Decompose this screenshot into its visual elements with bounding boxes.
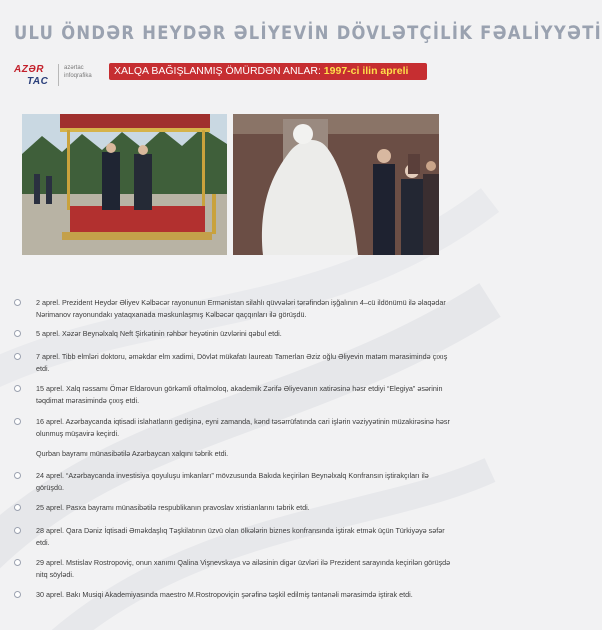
bullet-icon	[14, 330, 21, 337]
logo-name-top: AZƏR	[14, 64, 45, 75]
bullet-icon	[14, 385, 21, 392]
event-text: 15 aprel. Xalq rəssamı Ömər Eldarovun görkəmli oftalmoloq, akademik Zərifə Əliyevanın xatirəsinə həsr etdiyi “Elegiya” əsərinin təqdimat mərasimində çıxış etdi.	[36, 384, 443, 405]
bullet-icon	[14, 418, 21, 425]
event-text: 29 aprel. Mstislav Rostropoviç, onun xanımı Qalina Vişnevskaya və ailəsinin digər üzvləri ilə Prezident sarayında keçirilən görüşdə nitq söylədi.	[36, 558, 451, 579]
azertac-logo	[14, 62, 62, 92]
bullet-icon	[14, 472, 21, 479]
event-text: 7 aprel. Tibb elmləri doktoru, əməkdar elm xadimi, Dövlət mükafatı laureatı Tamerlan Əziz oğlu Əliyevin matəm mərasimində çıxış etdi.	[36, 352, 448, 373]
event-text: 2 aprel. Prezident Heydər Əliyev Kəlbəcər rayonunun Ermənistan silahlı qüvvələri tərəfindən işğalının 4–cü ildönümü ilə əlaqədar Nərimanov rayonundakı yataqxanada məskunlaşmış Kəlbəcər qaçqınları ilə görüşdü.	[36, 298, 446, 319]
event-text: 16 aprel. Azərbaycanda iqtisadi islahatların gedişinə, eyni zamanda, kənd təsərrüfatında cari işlərin vəziyyətinin müzakirəsinə həsr olunmuş müşavirə keçirdi.	[36, 417, 450, 438]
logo-name-bottom: TAC	[27, 76, 49, 87]
bullet-icon	[14, 591, 21, 598]
photo-sculpture	[233, 114, 439, 255]
photo-ceremony	[22, 114, 227, 255]
period-banner	[109, 63, 427, 80]
bullet-icon	[14, 353, 21, 360]
bullet-icon	[14, 504, 21, 511]
event-text: 24 aprel. “Azərbaycanda investisiya qoyuluşu imkanları” mövzusunda Bakıda keçirilən Beynəlxalq Konfransın iştirakçıları ilə görüşdü.	[36, 471, 429, 492]
page-title: ULU ÖNDƏR HEYDƏR ƏLİYEVİN DÖVLƏTÇİLİK FƏALİYYƏTİ	[14, 22, 602, 44]
event-text: Qurban bayramı münasibətilə Azərbaycan xalqını təbrik etdi.	[36, 449, 229, 458]
event-text: 30 aprel. Bakı Musiqi Akademiyasında maestro M.Rostropoviçin şərəfinə təşkil edilmiş təntənəli mərasimdə iştirak etdi.	[36, 590, 413, 599]
bullet-icon	[14, 299, 21, 306]
event-text: 5 aprel. Xəzər Beynəlxalq Neft Şirkətinin rəhbər heyətinin üzvlərini qəbul etdi.	[36, 329, 282, 338]
bullet-icon	[14, 527, 21, 534]
bullet-icon	[14, 559, 21, 566]
event-text: 28 aprel. Qara Dəniz İqtisadi Əməkdaşlıq Təşkilatının üzvü olan ölkələrin biznes konfransında iştirak etmək üçün Türkiyəyə səfər etdi.	[36, 526, 445, 547]
logo-subtitle-line2: infoqrafika	[64, 73, 92, 79]
banner-highlight: 1997-ci ilin apreli	[323, 65, 409, 77]
banner-prefix: XALQA BAĞIŞLANMIŞ ÖMÜRDƏN ANLAR:	[114, 65, 324, 77]
logo-subtitle-line1: azərtac	[64, 65, 84, 71]
logo-subtitle	[64, 64, 92, 80]
logo-divider	[58, 64, 59, 86]
event-text: 25 aprel. Pasxa bayramı münasibətilə respublikanın pravoslav xristianlarını təbrik etdi.	[36, 503, 310, 512]
